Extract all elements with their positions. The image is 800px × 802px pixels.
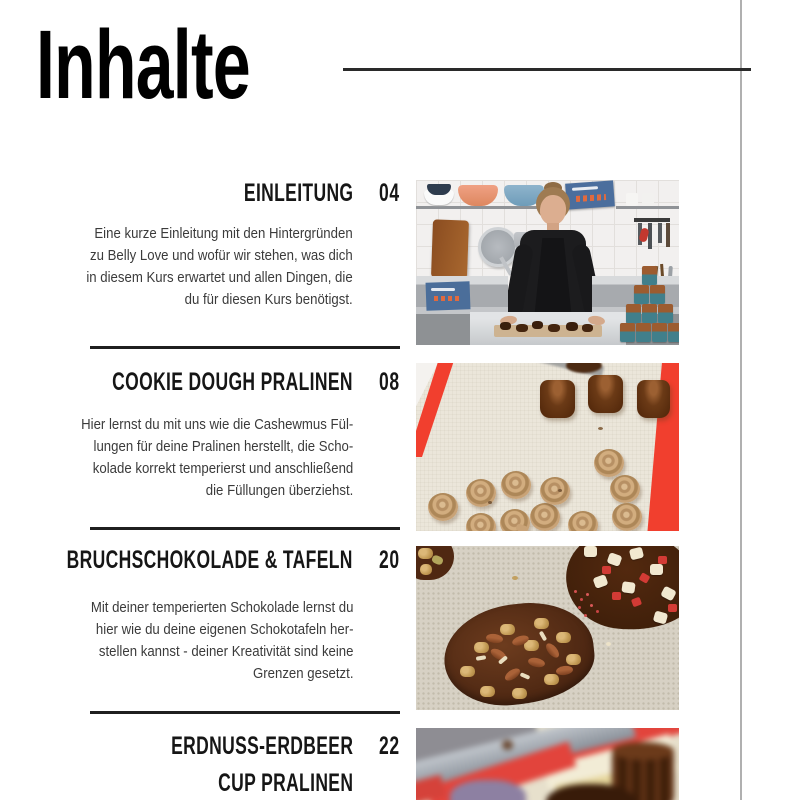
mulberry <box>460 666 475 677</box>
sieve <box>478 227 518 267</box>
section-description-cookie-dough: Hier lernst du mit uns wie die Cashewmus Fül- lungen für deine Pralinen herstellt, die Scho- kolade korrekt temperierst und anschließend die Füllungen überziehst. <box>80 416 353 499</box>
section-divider <box>90 346 400 349</box>
mulberry <box>544 674 559 685</box>
tan-praline <box>612 503 642 531</box>
section-heading-bruchschokolade: BRUCHSCHOKOLADE & TAFELN <box>66 546 353 574</box>
mulberry <box>420 564 432 575</box>
mulberry <box>512 688 527 699</box>
white-chocolate-chunk <box>584 546 597 557</box>
can <box>634 285 649 304</box>
face <box>539 194 568 226</box>
page-guide-line <box>740 0 742 800</box>
mulberry <box>480 686 495 697</box>
dark-praline <box>637 380 670 418</box>
white-chocolate-chunk <box>650 564 663 575</box>
sign-squiggle-orange <box>434 296 462 301</box>
praline <box>548 324 560 332</box>
tan-praline <box>568 511 598 531</box>
blurred-photo-content <box>416 728 679 800</box>
can <box>652 323 667 342</box>
mulberry <box>474 642 489 653</box>
page-number-erdnuss-erdbeer: 22 <box>379 732 400 760</box>
section-description-bruchschokolade: Mit deiner temperierten Schokolade lernst du hier wie du deine eigenen Schokotafeln her- stellen kannst - deiner Kreativität sind keine Grenzen gesetzt. <box>90 599 353 682</box>
crumb <box>606 642 611 646</box>
white-cup <box>626 193 638 206</box>
photo-woman-in-kitchen <box>416 180 679 345</box>
mulberry <box>556 632 571 643</box>
tan-praline <box>610 475 640 503</box>
page-number-cookie-dough: 08 <box>379 368 400 396</box>
white-chocolate-chunk <box>621 581 635 594</box>
crumb <box>488 501 492 504</box>
photo-chocolate-bark <box>416 546 679 710</box>
strawberry-piece <box>668 604 677 612</box>
wall-shelf <box>616 206 679 209</box>
strawberry-piece <box>658 556 667 564</box>
knife-strip <box>634 218 670 222</box>
tan-praline <box>466 513 496 531</box>
tan-praline <box>501 471 531 499</box>
dark-praline <box>588 375 623 413</box>
mulberry <box>566 654 581 665</box>
mulberry <box>534 618 549 629</box>
crumb <box>512 576 518 580</box>
crumb <box>598 427 603 430</box>
crumb <box>502 740 513 750</box>
can <box>658 304 673 323</box>
can <box>636 323 651 342</box>
can <box>626 304 641 323</box>
section-description-einleitung: Eine kurze Einleitung mit den Hintergründen zu Belly Love und wofür wir stehen, was dich in diesem Kurs erwartet und allen Dingen, die du für diesen Kurs benötigst. <box>86 225 354 308</box>
section-heading-einleitung: EINLEITUNG <box>243 179 353 207</box>
strawberry-piece <box>612 592 621 600</box>
photo-cup-pralines <box>416 728 679 800</box>
top-rule <box>343 68 751 71</box>
praline <box>566 322 578 331</box>
crumb <box>558 489 562 492</box>
tan-praline <box>530 503 560 531</box>
cutting-board <box>431 219 469 278</box>
tan-praline <box>540 477 570 505</box>
knife <box>648 223 652 249</box>
knife <box>658 223 662 243</box>
photo-pralines-on-mat <box>416 363 679 531</box>
page-title: Inhalte <box>36 10 250 119</box>
tan-praline <box>594 449 624 477</box>
orange-bowl <box>458 185 498 206</box>
dark-praline <box>540 380 575 418</box>
section-divider <box>90 711 400 714</box>
can <box>650 285 665 304</box>
mulberry <box>500 624 515 635</box>
section-heading-cookie-dough: COOKIE DOUGH PRALINEN <box>112 368 353 396</box>
can <box>668 323 679 342</box>
page-number-bruchschokolade: 20 <box>379 546 400 574</box>
section-heading-erdnuss-erdbeer: ERDNUSS-ERDBEER CUP PRALINEN <box>170 732 353 797</box>
can <box>642 304 657 323</box>
white-cup <box>642 193 654 206</box>
page-number-einleitung: 04 <box>379 179 400 207</box>
sign-squiggle <box>431 288 455 291</box>
mulberry <box>418 548 433 559</box>
can <box>620 323 635 342</box>
section-divider <box>90 527 400 530</box>
strawberry-powder <box>574 590 577 593</box>
can <box>642 266 657 285</box>
praline <box>532 321 543 329</box>
knife <box>666 223 670 247</box>
praline <box>582 324 593 332</box>
tan-praline <box>428 493 458 521</box>
strawberry-piece <box>602 566 611 574</box>
chocolate-cup-top <box>612 742 674 760</box>
praline <box>516 324 528 332</box>
praline <box>500 322 511 330</box>
